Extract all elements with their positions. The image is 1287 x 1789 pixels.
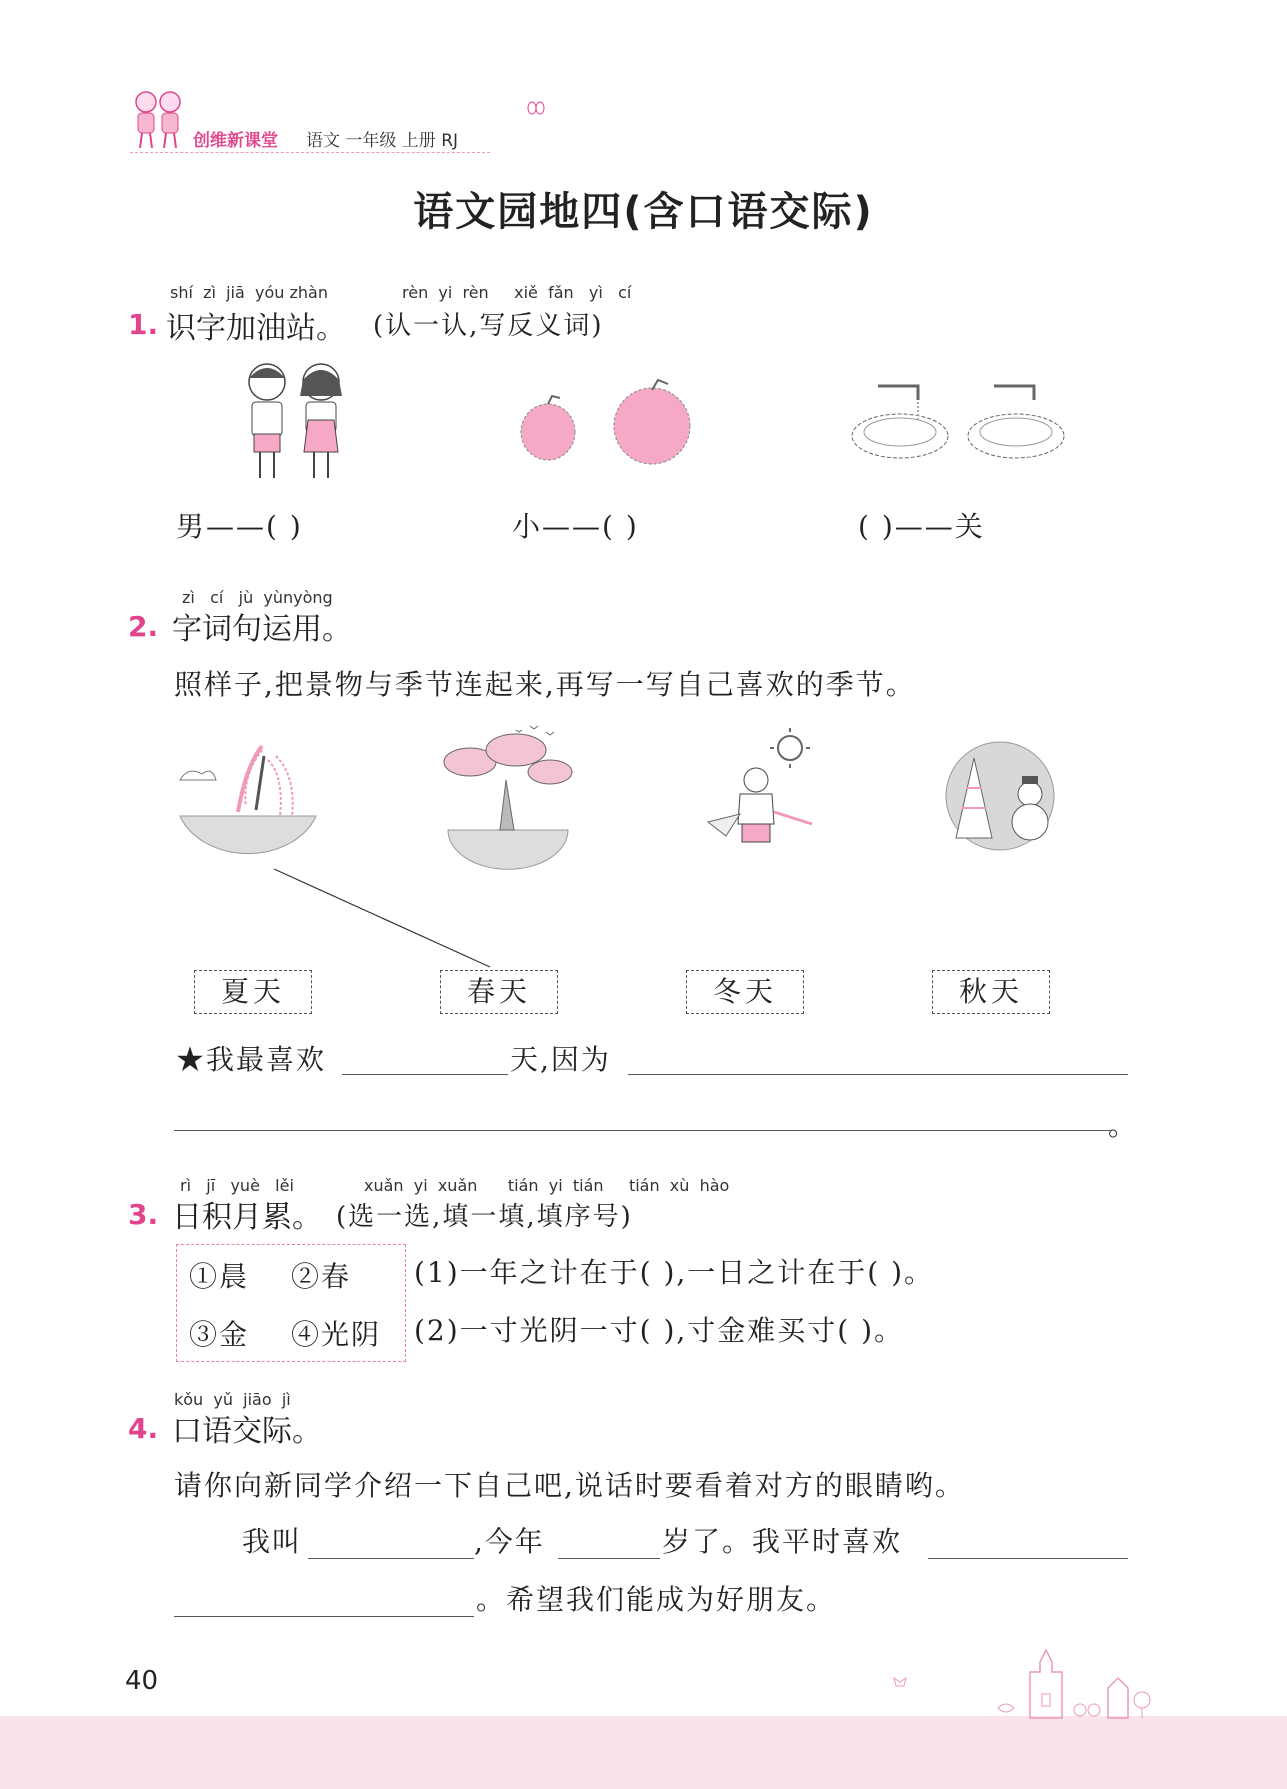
q3-pinyin: rì jī yuè lěi bbox=[180, 1176, 294, 1195]
q4-pinyin: kǒu yǔ jiāo jì bbox=[174, 1390, 291, 1409]
q4-hobby-blank-2[interactable] bbox=[174, 1616, 474, 1617]
castle-decoration-icon bbox=[880, 1648, 1170, 1720]
q2-pinyin: zì cí jù yùnyòng bbox=[182, 588, 333, 607]
q1-instruction-pinyin: rèn yi rèn xiě fǎn yì cí bbox=[402, 283, 632, 302]
page-title: 语文园地四(含口语交际) bbox=[413, 189, 874, 235]
q2-favorite-mid: 天,因为 bbox=[510, 1043, 611, 1076]
q3-number: 3. bbox=[128, 1198, 159, 1231]
header-subject-info: 语文 一年级 上册 RJ bbox=[306, 131, 459, 151]
q4-line1-c: 岁了。我平时喜欢 bbox=[662, 1525, 903, 1558]
footer-band bbox=[0, 1716, 1287, 1789]
q3-instruction: (选一选,填一填,填序号) bbox=[336, 1202, 633, 1232]
q4-line1-a: 我叫 bbox=[242, 1525, 303, 1558]
q1-instruction: (认一认,写反义词) bbox=[373, 311, 604, 341]
q4-line1-b: ,今年 bbox=[474, 1525, 545, 1558]
q2-end-mark: 。 bbox=[1108, 1109, 1139, 1142]
q4-number: 4. bbox=[128, 1412, 159, 1445]
q3-options-box bbox=[176, 1244, 406, 1362]
q2-reason-blank-2[interactable] bbox=[174, 1130, 1110, 1131]
header-brand: 创维新课堂 bbox=[193, 131, 278, 151]
season-box-autumn[interactable]: 秋天 bbox=[932, 970, 1050, 1014]
q1-pinyin: shí zì jiā yóu zhàn bbox=[170, 283, 328, 302]
q3-option-3: ③金 bbox=[189, 1318, 250, 1351]
q3-option-4: ④光阴 bbox=[291, 1318, 382, 1351]
q3-instruction-pinyin: xuǎn yi xuǎn tián yi tián tián xù hào bbox=[364, 1176, 730, 1195]
q4-age-blank[interactable] bbox=[558, 1558, 660, 1559]
q2-favorite-season-blank[interactable] bbox=[342, 1074, 508, 1075]
q2-instruction: 照样子,把景物与季节连起来,再写一写自己喜欢的季节。 bbox=[174, 668, 916, 701]
q1-number: 1. bbox=[128, 308, 159, 341]
season-box-winter[interactable]: 冬天 bbox=[686, 970, 804, 1014]
q3-sentence-1[interactable]: (1)一年之计在于( ),一日之计在于( )。 bbox=[414, 1256, 935, 1289]
q2-reason-blank-1[interactable] bbox=[628, 1074, 1128, 1075]
q3-title: 日积月累。 bbox=[172, 1200, 322, 1235]
q3-option-1: ①晨 bbox=[189, 1260, 250, 1293]
q4-hobby-blank-1[interactable] bbox=[928, 1558, 1128, 1559]
q2-favorite-prefix: ★我最喜欢 bbox=[176, 1043, 327, 1076]
q4-title: 口语交际。 bbox=[172, 1414, 322, 1449]
q3-sentence-2[interactable]: (2)一寸光阴一寸( ),寸金难买寸( )。 bbox=[414, 1314, 905, 1347]
q2-title: 字词句运用。 bbox=[172, 612, 352, 647]
page-number: 40 bbox=[125, 1666, 159, 1696]
season-box-summer[interactable]: 夏天 bbox=[194, 970, 312, 1014]
season-box-spring[interactable]: 春天 bbox=[440, 970, 558, 1014]
q4-instruction: 请你向新同学介绍一下自己吧,说话时要看着对方的眼睛哟。 bbox=[174, 1469, 965, 1502]
q1-answer-3[interactable]: ( )——关 bbox=[858, 510, 985, 543]
q3-option-2: ②春 bbox=[291, 1260, 352, 1293]
q1-answer-2[interactable]: 小——( ) bbox=[512, 510, 639, 543]
q4-name-blank[interactable] bbox=[308, 1558, 474, 1559]
q1-title: 识字加油站。 bbox=[166, 311, 346, 346]
q2-number: 2. bbox=[128, 610, 159, 643]
q1-answer-1[interactable]: 男——( ) bbox=[176, 510, 303, 543]
q4-line2: 。希望我们能成为好朋友。 bbox=[476, 1583, 837, 1616]
